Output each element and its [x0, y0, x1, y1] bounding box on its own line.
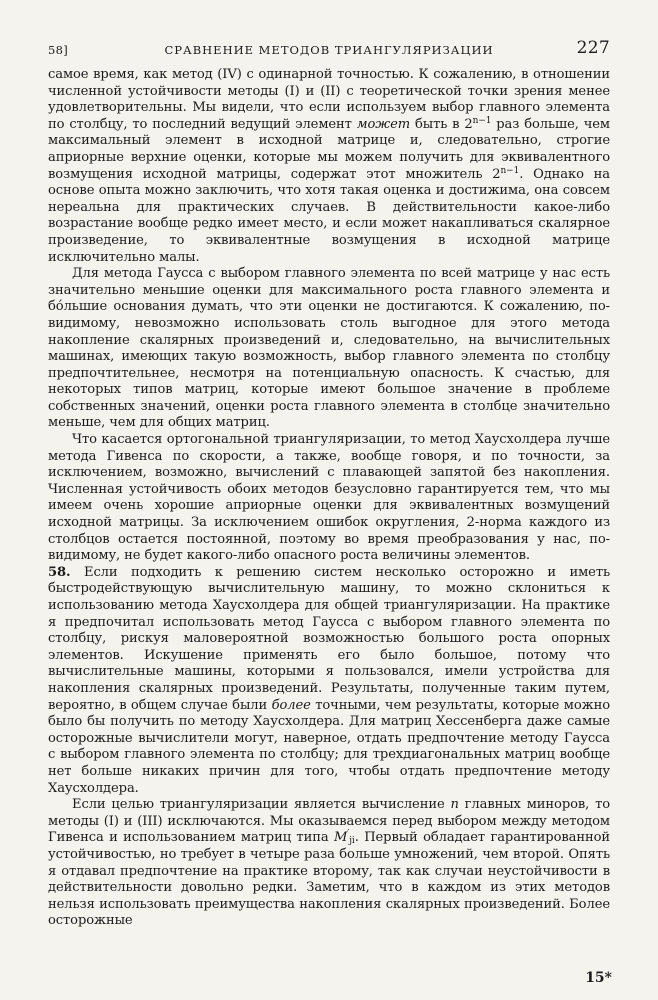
paragraph-1: самое время, как метод (IV) с одинарной точностью. К сожалению, в отношении численной устойчивости методы (I) и (II) с теоретической точки зрения менее удовлетворительны. Мы видели, что если используем выбор главного элемента по столбцу, то последний ведущий элемент может быть в $2^{n-1}$ раз больше, чем максимальный элемент в исходной матрице и, следовательно, строгие априорные верхние оценки, которые мы можем получить для эквивалентного возмущения исходной матрицы, содержат этот множитель $2^{n-1}$. Однако на основе опыта можно заключить, что хотя такая оценка и достижима, она совсем нереальна для практических случаев. В действительности какое-либо возрастание вообще редко имеет место, и если может накапливаться скалярное произведение, то эквивалентные возмущения в исходной матрице исключительно малы. [48, 67, 611, 265]
section-number: 58. [48, 564, 71, 580]
page-number: 227 [576, 38, 610, 58]
running-header [48, 38, 610, 60]
paragraph-4: 58. Если подходить к решению систем несколько осторожно и иметь быстродействующую вычислительную машину, то можно склониться к использованию метода Хаусхолдера для общей триангуляризации. На практике я предпочитал использовать метод Гаусса с выбором главного элемента по столбцу, рискуя маловероятной возможностью большого роста опорных элементов. Искушение применять его было большое, потому что вычислительные машины, которыми я пользовался, имели устройства для накопления скалярных произведений. Результаты, полученные таким путем, вероятно, в общем случае были более точными, чем результаты, которые можно было бы получить по методу Хаусхолдера. Для матриц Хессенберга даже самые осторожные вычислители могут, наверное, отдать предпочтение методу Гаусса с выбором главного элемента по столбцу; для трехдиагональных матриц вообще нет больше никаких причин для того, чтобы отдать предпочтение методу Хаусхолдера. [48, 564, 611, 796]
running-title: СРАВНЕНИЕ МЕТОДОВ ТРИАНГУЛЯРИЗАЦИИ [164, 43, 494, 57]
paragraph-3: Что касается ортогональной триангуляризации, то метод Хаусхолдера лучше метода Гивенса по скорости, а также, вообще говоря, и по точности, за исключением, возможно, вычислений с плавающей запятой без накопления. Численная устойчивость обоих методов безусловно гарантируется тем, что мы имеем очень хорошие априорные оценки для эквивалентных возмущений исходной матрицы. За исключением ошибок округления, 2-норма каждого из столбцов остается постоянной, поэтому во время преобразования у нас, по-видимому, не будет какого-либо опасного роста величины элементов. [48, 432, 610, 564]
signature-mark: 15* [585, 970, 612, 986]
section-reference: 58] [48, 43, 69, 57]
paragraph-5: Если целью триангуляризации является вычисление n главных миноров, то методы (I) и (III) исключаются. Мы оказываемся перед выбором между методом Гивенса и использованием матриц типа $M'_{ji}$. Первый обладает гарантированной устойчивостью, но требует в четыре раза больше умножений, чем второй. Опять я отдавал предпочтение на практике второму, так как случаи неустойчивости в действительности довольно редки. Заметим, что в каждом из этих методов нельзя использовать преимущества накопления скалярных произведений. Более осторожные [48, 797, 611, 929]
paragraph-2: Для метода Гаусса с выбором главного элемента по всей матрице у нас есть значительно меньшие оценки для максимального роста главного элемента и бо́льшие основания думать, что эти оценки не достигаются. К сожалению, по-видимому, невозможно использовать столь выгодное для этого метода накопление скалярных произведений и, следовательно, на вычислительных машинах, имеющих такую возможность, выбор главного элемента по столбцу предпочтительнее, несмотря на потенциальную опасность. К счастью, для некоторых типов матриц, которые имеют большое значение в проблеме собственных значений, оценки роста главного элемента в столбце значительно меньше, чем для общих матриц. [48, 266, 610, 431]
page-body [48, 67, 610, 930]
